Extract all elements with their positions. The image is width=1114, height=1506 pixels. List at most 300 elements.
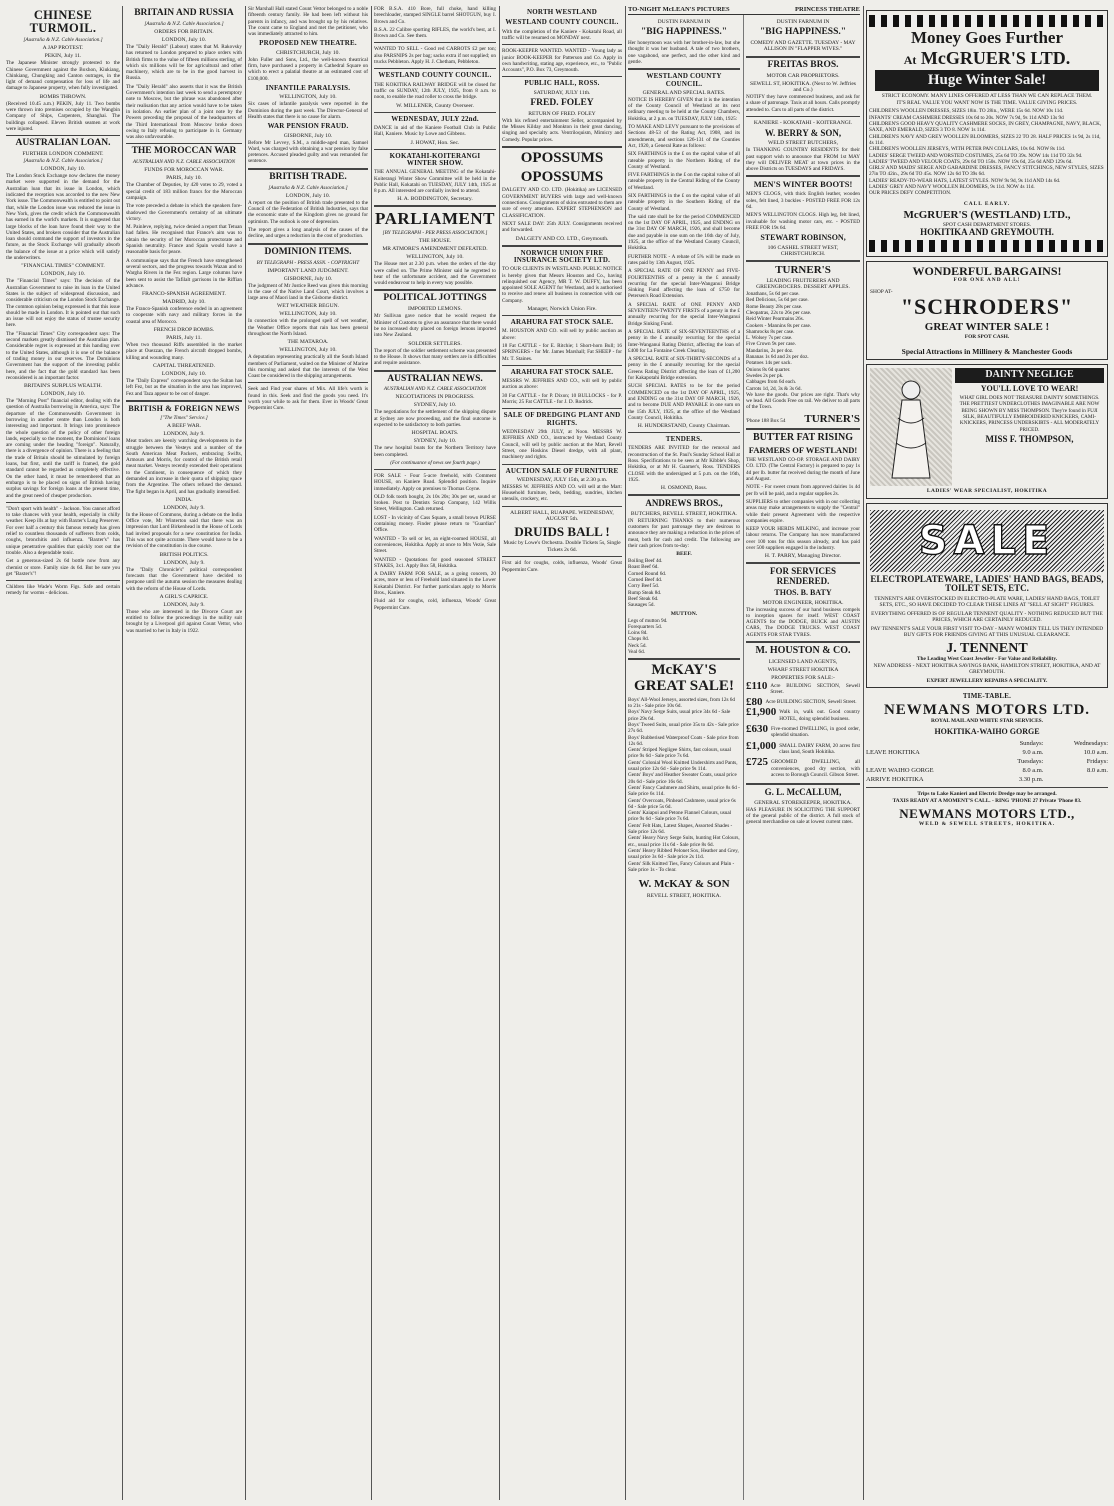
headline-infantile-paralysis: INFANTILE PARALYSIS. [265, 84, 351, 93]
notice-heading: FRED. FOLEY [530, 97, 594, 108]
classified-ad: LOST - In vicinity of Cass Square, a small brown PURSE containing money. Finder please return to "Guardian" Office. [374, 514, 496, 534]
subhead: "FINANCIAL TIMES" COMMENT. [21, 263, 105, 270]
advert-mcgruer [866, 10, 1108, 257]
article-text: The "Daily Chronicle's" political correspondent forecasts that the Government have decided to postpone until the autumn session the measures dealing with the reform of the House of Lords. [126, 566, 242, 592]
divider [126, 143, 242, 144]
dateline: CHRISTCHURCH, July 10. [276, 49, 340, 56]
divider [374, 112, 496, 113]
divider [248, 243, 368, 245]
notice-text: The said rate shall be for the period COMMENCED on the 1st DAY OF APRIL, 1925, and ENDING on the 31st DAY OF MARCH, 1926, and shall become due and payable in one sum on the 16th day of July, 1925, at the office of the Westland County Council, Hokitika. [628, 213, 740, 252]
advert-text: MEN'S WELLINGTON CLOGS. High leg, felt lined, invaluable for washing motor cars, etc. - POSTED FREE FOR 19s 6d. [746, 212, 860, 231]
advert-text: FOR ONE AND ALL! [953, 277, 1021, 284]
classified-ad: FOR SALE - Four 5-acre freehold, with Comment HOUSE, on Kaniere Road. Splendid position. Inquire immediately. Apply on premises to Thomas Coyne. [374, 472, 496, 492]
dateline: WELLINGTON, July 10. [279, 311, 337, 318]
divider [502, 44, 622, 45]
article-text: The "Morning Post" financial editor, dealing with the question of Australia borrowing in America, says: The departure of the Commonwealth Government in borrowing in another centre than London is both interesting and important. It brings into prominence the whole question of the policy of other foreign lands, especially so the moment, the Dominions' loans are coming under the heading "foreign". Naturally, there is a divergence of opinion. There is a feeling that the trade of Britain should be stimulated by foreign loans, but first, until the tariff is framed, the gold standard cannot be regarded as completely effective. On the other hand, it must be remembered that an embargo is to be placed on signs of British having surplus savings for foreign loans at the present time, and the great need of cheaper production. [6, 398, 120, 499]
advert-heading-butter: BUTTER FAT RISING [752, 431, 854, 443]
cable-credit: AUSTRALIAN AND N.Z. CABLE ASSOCIATION [132, 159, 236, 166]
divider [374, 370, 496, 372]
sale-item: Boys' Rubberised Waterproof Coats - Sale price from 12s 6d. [628, 734, 739, 747]
advert-subheading: LEADING FRUITERERS AND GREENGROCERS. DESSERT APPLES. [756, 278, 850, 291]
subhead: IMPORTANT LAND JUDGMENT. [267, 267, 349, 274]
dateline: PARIS, July 11. [166, 335, 202, 342]
notice-text: 18 Fat CATTLE - for E. Ritchie; 1 Short-horn Bull; 16 SPRINGERS - for Mr. James Marshall; Fat SHEEP - for Mr. T. Staines. [502, 342, 622, 362]
advert-subheading: KANIERE - KOKATAHI - KOITERANGI. [753, 119, 853, 126]
divider [374, 469, 496, 470]
notice-text: FIVE FARTHINGS in the £ on the capital value of all rateable property in the Central Riding of the County of Westland. [628, 172, 740, 191]
subhead: BRITISH POLITICS. [159, 551, 209, 558]
dateline: LONDON, July 9. [163, 559, 205, 566]
film-blurb: Her honeymoon was with her brother-in-law, but she thought it was her husband. A tale of two brothers, one vagabond, one perfect, and the other kind and gentle. [628, 39, 740, 65]
advert-text: SUPPLIERS to other companies with in our collecting areas may make arrangements to supply the "Central" while their present Agreement with the respective companies expire. [746, 498, 860, 524]
advert-banner: GREAT WINTER SALE ! [924, 321, 1050, 334]
film-star: DUSTIN FARNUM IN [776, 19, 830, 25]
dateline: GISBORNE, July 10. [283, 132, 333, 139]
advert-text: SPOT CASH DEPARTMENT STORES. [942, 221, 1032, 228]
sale-item: Gents' Striped Negligee Shirts, fast colours, usual price 9s 6d - Sale price 7s 6d. [628, 747, 731, 760]
divider [374, 205, 496, 207]
divider [746, 116, 860, 117]
advert-brand: "SCHRODERS" [900, 294, 1074, 320]
advert-name: STEWART ROBINSON, [760, 233, 846, 243]
notice-heading: SALE OF DREDGING PLANT AND RIGHTS. [503, 411, 621, 427]
notice-heading: ALBERT HALL, RUAPAPE. WEDNESDAY, AUGUST 5th. [510, 509, 614, 522]
divider [502, 506, 622, 507]
price-item: Potatoes 14s per sack. [746, 360, 792, 367]
column-rule [743, 15, 744, 1500]
column-1 [6, 6, 120, 1500]
phone-number: 'Phone 188 Box 54 [746, 417, 786, 424]
subhead: THE HOUSE. [418, 238, 452, 245]
film-title: "BIG HAPPINESS." [759, 27, 847, 37]
advert-subheading: FARMERS OF WESTLAND! [748, 445, 858, 456]
advert-address: REVELL STREET, HOKITIKA. [646, 892, 722, 899]
subhead: FRENCH DROP BOMBS. [153, 327, 215, 334]
subhead: A GIRL'S CAPRICE. [159, 593, 209, 600]
advert-name: TURNER'S [804, 412, 860, 425]
price-item: Loins 8d. [628, 630, 648, 637]
classified-ad: FOR B.S.A. 410 Bore, full choke, hand killing breechloader, stamped SINGLE barrel SHOTGUN, buy I. Brown and Co. [374, 6, 496, 25]
advert-brand: NEWMANS MOTORS LTD. [883, 701, 1091, 718]
notice-heading: WESTLAND COUNTY COUNCIL. [646, 72, 722, 88]
advert-tagline: The Leading West Coast Jeweller - For Value and Reliability. [916, 656, 1058, 663]
price-item: Corned Beef 4d. [628, 577, 663, 584]
divider [746, 428, 860, 430]
sale-item: CHILDREN'S WOOLLEN DRESSES, SIZES 18in. TO 28in., WERE 15s 6d. NOW 10s 11d. [869, 108, 1064, 115]
advert-text: PAY TENNENT'S SALE YOUR FIRST VISIT TO-DAY - MANY WOMEN TELL US THEY INTENDED BUY GIFTS FOR FRIENDS GIVING AT THIS UNUSUAL CLEARANCE. [870, 625, 1104, 639]
advert-text: STRICT ECONOMY. MANY LINES OFFERED AT LESS THAN WE CAN REPLACE THEM. [881, 93, 1093, 100]
advert-text: NOTE - For sweet cream from approved dairies 1s 4d per lb will be paid, and a regular supplies 2s. [746, 484, 860, 497]
advert-text: NOTIFY they have commenced business, and ask for a share of patronage. Taxis at all hours. Calls promptly attended to. Cars to all parts of the district. [746, 93, 860, 113]
property-item [746, 756, 860, 780]
subhead: FRANCO-SPANISH AGREEMENT. [142, 291, 226, 298]
advert-brand: J. TENNENT [946, 640, 1028, 656]
advert-heading-mccallum: G. L. McCALLUM, [764, 787, 842, 798]
sale-item: GIRLS' AND MAIDS' SERGE AND GABARDINE DRESSES, FANCY STITCHINGS, NEW STYLES, SIZES 27in TO 42in., 29s 6d TO 45s. NOW 12s 6d TO 39s 6d. [869, 165, 1104, 178]
divider [502, 464, 622, 465]
price-item: Shamrocks 8s per case. [746, 328, 795, 335]
subhead: MR ATMORE'S AMENDMENT DEFEATED. [382, 246, 488, 253]
timetable-cell: LEAVE HOKITIKA [866, 749, 920, 757]
article-text: Sir Marshall Hall stated Count Vettor belonged to a noble fifteenth century family. He had been left without his parents in infancy, and was brought up by his relatives. The count came to England and met the petitioner, who was immediately attracted to him. [248, 6, 368, 38]
advert-address: WELD & SEWELL STREETS, HOKITIKA. [918, 820, 1056, 827]
timetable-cell: LEAVE WAIHO GORGE [866, 767, 934, 775]
sale-item: Gents' Overcoats, Pinhead Cashmere, usual price 6s 6d - Sale price 5s 6d. [628, 797, 736, 810]
advert-text: Music by Lowe's Orchestra. Double Tickets 5s, Single Tickets 2s 6d. [503, 540, 621, 553]
advert-brand: McGRUER'S (WESTLAND) LTD., [903, 209, 1071, 222]
subhead: INDIA. [175, 496, 193, 503]
divider [374, 42, 496, 43]
headline-australian-news: AUSTRALIAN NEWS. [387, 373, 483, 384]
advert-brand: MISS F. THOMPSON, [985, 433, 1074, 444]
property-list [746, 679, 860, 781]
divider [6, 580, 120, 581]
notice-heading: KOKATAHI-KOITERANGI WINTER SHOW. [389, 151, 481, 167]
advert-signature: DALGETY AND CO. LTD., Greymouth. [515, 235, 609, 242]
advert-text: In THANKING COUNTRY RESIDENTS for their past support wish to announce that FROM 1st MAY they will DELIVER MEAT at town prices in the above Districts on TUESDAYS and FRIDAYS. [746, 147, 860, 173]
timetable-row [866, 775, 1108, 784]
advert-text: IT'S REAL VALUE YOU WANT NOW IS THE TIME. VALUE GIVING PRICES. [896, 99, 1078, 106]
property-description: SMALL DAIRY FARM, 20 acres first class land, South Hokitika. [779, 742, 860, 755]
divider [628, 494, 740, 496]
column-6 [628, 6, 860, 1500]
notice-text: THE ANNUAL GENERAL MEETING of the Kokatahi-Koiterangi Winter Show Committee will be held in the Public Hall, Kokatahi on TUESDAY, JULY 14th, 1925 at 8 p.m. All interested are cordially invited to attend. [374, 169, 496, 195]
sale-item: Gents' Kaiapoi and Petone Flannel Colours, usual price 9s 6d - Sale price 7s 6d. [628, 810, 732, 823]
column-rule [371, 6, 372, 1500]
advert-text: CALL EARLY. [963, 200, 1011, 207]
sale-item: Gents' Boys' and Heather Sweater Coats, usual price 20s 6d - Sale price 16s 6d. [628, 772, 737, 785]
article-text: A deputation representing practically all the South Island members of Parliament, waited on the Minister of Marine this morning and asked that the interests of the West Coast be considered in the shipping arrangements. [248, 354, 368, 380]
advert-tennent [866, 503, 1108, 689]
price-item: Cabbages from 6d each. [746, 379, 797, 386]
article-text: The report of the soldier settlement scheme was presented to the House. It shows that many settlers are in difficulties and require assistance. [374, 347, 496, 367]
price-item: Mandarins, 2s per doz. [746, 347, 794, 354]
beef-price-list [628, 558, 740, 608]
price-item: Rome Beauty 28s per case. [746, 303, 803, 310]
dateline: LONDON, July 10. [40, 271, 86, 278]
article-text: (Received 10.45 a.m.) PEKIN, July 11. Two bombs were thrown into premises occupied by the Wangbin Company of Ships, Carpenters, Shanghai. The buildings collapsed. Eleven British seamen at work were injured. [6, 100, 120, 132]
film-blurb: COMEDY AND GAZETTE. TUESDAY - MAY ALLISON IN "FLAPPER WIVES." [750, 39, 856, 53]
price-item: Forequarters 5d. [628, 623, 662, 630]
price-item: L. Wolsey 7s per case. [746, 335, 793, 342]
subhead: NEGOTIATIONS IN PROGRESS. [395, 394, 475, 401]
dateline: WELLINGTON, July 10. [406, 254, 464, 261]
sale-item: Boys' Navy Serge Suits, usual price 34s 6d - Sale price 29s 6d. [628, 709, 731, 722]
sale-item: INFANTS' CREAM CASHMERE DRESSES 10s 6d to 20s. NOW 7s 9d, 9s 11d AND 13s 9d [869, 114, 1064, 121]
dateline: GISBORNE, July 10. [283, 275, 333, 282]
notice-text: SIX FARTHINGS in the £ on the capital value of all rateable property in the Southern Riding of the County of Westland. [628, 193, 740, 212]
article-text: The "Financial Times" says: The decision of the Australian Government to raise its loan in the United States is the subject of widespread discussion, and considerable criticism on the London Stock Exchange. The common opinion being expressed is that this issue should be made in London. It is pointed out that such an issue will not enjoy the status of trustee security here. [6, 278, 120, 329]
subhead: WET WEATHER BEGUN. [276, 303, 340, 310]
divider [374, 68, 496, 69]
dateline: SYDNEY, July 10. [413, 402, 457, 409]
article-text: Six cases of infantile paralysis were reported in the Dominion during the past week. The Director-General of Health states that there is no cause for alarm. [248, 101, 368, 120]
property-description: GROOMED DWELLING, all conveniences, good dry section, with access to Borough Council. Gibson Street. [771, 759, 860, 778]
divider [374, 289, 496, 291]
timetable-row [866, 757, 1108, 766]
film-title: "BIG HAPPINESS." [640, 27, 728, 37]
advert-headline: ELECTROPLATEWARE, LADIES' HAND BAGS, BEADS, TOILET SETS, ETC. [870, 573, 1104, 594]
headline-opossums: OPOSSUMS [520, 149, 604, 166]
property-item [746, 679, 860, 698]
subhead: HOSPITAL BOATS. [411, 430, 459, 437]
article-text: In connection with the prolonged spell of wet weather, the Weather Office reports that rain has been general throughout the North Island. [248, 318, 368, 337]
notice-text: THE KOKITIKA RAILWAY BRIDGE will be closed for traffic on SUNDAY, 12th JULY, 1925, from 8 a.m. to noon, to enable the road roller to cross the bridge. [374, 81, 496, 101]
divider [866, 787, 1108, 788]
notice-text: SIX FARTHINGS in the £ on the capital value of all rateable property in the Northern Riding of the County of Westland. [628, 151, 740, 170]
advert-heading-freitas: FREITAS BROS. [767, 59, 839, 70]
advert-heading-turner: TURNER'S [775, 263, 831, 276]
cable-credit: [Australia & N.Z. Cable Association.] [144, 20, 224, 27]
advert-heading-services: FOR SERVICES RENDERED. [770, 566, 836, 586]
subhead: SOLDIER SETTLERS. [408, 340, 462, 347]
timetable-cell: 10.0 a.m. [1083, 749, 1108, 757]
cinema-right-title: PRINCESS THEATRE [795, 6, 860, 13]
property-price: £725 [746, 756, 768, 769]
article-text: The judgment of Mr Justice Reed was given this morning in the case of the Native Land Court, which involves a large area of Maori land in the Gisborne district. [248, 282, 368, 302]
property-price: £110 [746, 679, 768, 692]
column-rule [122, 6, 123, 1500]
property-item [746, 739, 860, 758]
divider [502, 76, 622, 77]
property-price: £1,000 [746, 739, 777, 752]
advert-footer: LADIES' WEAR SPECIALIST, HOKITIKA [926, 488, 1048, 495]
price-item: Corned Round 6d. [628, 570, 667, 577]
advert-heading-mckay: McKAY'S GREAT SALE! [634, 662, 734, 695]
advert-text: Trips to Lake Kanieri and Electric Dredge may be arranged. [917, 791, 1057, 798]
turner-footer [746, 413, 860, 425]
price-item: Carrots 1d, 2d, 3s & 3s 6d. [746, 385, 802, 392]
notice-text: With his refined entertainment Seller, accompanied by the Misses Kilday and Monkton in their great dancing, singing and specialty acts. Ventriloquism, Mimicry and Comedy. Popular prices. [502, 117, 622, 143]
timetable-day: Wednesdays: [1073, 740, 1108, 748]
property-description: Acre BUILDING SECTION, Sewell Street. [765, 699, 857, 706]
timetable-cell: 8.0 a.m. [1087, 767, 1108, 775]
column-6-left [628, 17, 740, 1500]
advert-headline: DAINTY NEGLIGE [955, 368, 1104, 383]
headline-political-jottings: POLITICAL JOTTINGS [383, 293, 487, 304]
price-item: Rump Steak 8d. [628, 589, 662, 596]
classified-ad: B.S.A. 22 Calibre sporting RIFLES, the world's best, at I. Brown and Co. See them. [374, 26, 496, 40]
notice-heading: WESTLAND COUNTY COUNCIL. [505, 18, 619, 27]
sale-item: Gents' Colonial Wool Knitted Undershirts and Pants, usual price 12s 6d - Sale price 9s 11d. [628, 759, 738, 773]
price-item: Neck 5d. [628, 642, 647, 649]
headline-australian-loan: AUSTRALIAN LOAN. [15, 138, 111, 149]
price-item: Beef Steak 6d. [628, 595, 659, 602]
notice-signature: H. OSMOND, Ross. [660, 485, 708, 492]
notice-text: FURTHER NOTE - A rebate of 5% will be made on rates paid by 13th August, 1925. [628, 253, 740, 266]
headline-druids-ball: DRUIDS BALL ! [514, 523, 610, 539]
property-item [746, 706, 860, 724]
advert-text: Fluid aid for coughs, cold, influenza, Woods' Great Peppermint Cure. [374, 598, 496, 611]
advert-address: WHARF STREET HOKITIKA [767, 666, 839, 673]
article-text: A communique says that the French have strengthened several sectors, and the progress towards Wazan and to Wargha Rivers in the Fez region. Large columns have been sent to assist the Tafilalt garrisons in the Riffian advance. [126, 257, 242, 289]
property-list-label: PROPERTIES FOR SALE:- [771, 674, 835, 681]
price-item: Onions 8s 6d quarter. [746, 366, 791, 373]
divider [502, 556, 622, 557]
sale-item: LADIES' GREY AND NAVY WOOLLEN BLOOMERS, 9s 11d. NOW 4s 11d. [869, 184, 1035, 191]
dateline: LONDON, July 10. [161, 36, 207, 43]
timetable-route: HOKITIKA-WAIHO GORGE [934, 726, 1040, 736]
dateline: MADRID, July 10. [162, 299, 206, 306]
cable-credit: AUSTRALIAN AND N.Z. CABLE ASSOCIATION [383, 386, 487, 393]
property-price: £1,900 [746, 706, 777, 719]
divider [248, 168, 368, 170]
timetable-cell [1043, 775, 1108, 784]
subhead: BOMBS THROWN. [39, 93, 87, 100]
advert-text: MEN'S CLOGS, with thick English leather, wooden soles, felt lined, 3 buckles - POSTED FREE FOR 12s 6d. [746, 191, 860, 210]
notice-text: MESSRS W. JEFFRIES AND CO. will sell at the Mart: Household furniture, beds, bedding, sundries, kitchen utensils, crockery, etc. [502, 483, 622, 503]
dateline: LONDON, July 10. [161, 370, 207, 377]
article-text: The Franco-Spanish conference ended in an agreement to cooperate with navy and military forces in the coastal area of Morocco. [126, 306, 242, 325]
notice-signature: W. MILLENER, County Overseer. [396, 102, 474, 109]
notice-heading: WESTLAND COUNTY COUNCIL. [378, 71, 492, 80]
column-7 [866, 6, 1108, 1500]
article-text: John Fuller and Sons, Ltd., the well-known theatrical firm, have purchased a property in Cathedral Square on which to erect a palatial theatre at an estimated cost of £100,000. [248, 56, 368, 82]
subhead: A BEEF WAR. [167, 423, 201, 430]
headline-parliament: PARLIAMENT [375, 209, 495, 229]
timetable-row [866, 766, 1108, 775]
advert-subheading: MOTOR CAR PROPRIETORS. [766, 72, 840, 79]
property-item [746, 723, 860, 741]
sale-item: Gents' Heavy Navy Serge Suits, hunting Hot Colours, etc., usual price 11s 6d - Sale price 8s 6d. [628, 835, 740, 848]
advert-headline: Money Goes Further [910, 28, 1064, 47]
advert-thompson [866, 364, 1108, 499]
divider [248, 382, 368, 383]
cinema-left-title: TO-NIGHT McLEAN'S PICTURES [628, 6, 730, 13]
price-item: Red Delicious, 5s 6d per case. [746, 297, 809, 304]
advert-heading-houston: M. HOUSTON & CO. [755, 645, 851, 657]
sale-item: Gents' Silk Knitted Ties, Fancy Colours and Plain - Sale price 1s - To clear. [628, 860, 735, 873]
article-text: The "Daily Herald" also asserts that it was the British Government's intention last week to send a peremptory note to Moscow, but the phrase was abandoned after their realisation that any action would have to be taken in isolation. An earlier plan of a joint note by the Powers preceding the proposal of the headquarters of the Third International from Moscow broke down owing to Italy refusing to participate in it. Germany was also unfavourable. [126, 83, 242, 141]
sale-item: CHILDREN'S GOOD HEAVY QUALITY CASHMERE SOCKS, IN GREY, CHAMPAGNE, NAVY, BLACK, SAXE, AND EMERALD, SIZES 3 TO 8. NOW 1s 11d. [869, 121, 1102, 134]
sale-item: CHILDREN'S WOOLLEN JERSEYS, WITH PETER PAN COLLARS, 10s 6d. NOW 8s 11d. [869, 146, 1066, 153]
timetable-cell: 8.0 a.m. [1022, 767, 1044, 775]
subhead: A JAP PROTEST. [42, 45, 84, 52]
price-item: Chops 8d. [628, 636, 650, 643]
column-5 [502, 6, 622, 1500]
sale-item: Gents' Fancy Cashmere and Shirts, usual price 8s 6d - Sale price 6s 11d. [628, 784, 740, 798]
advert-newmans [866, 693, 1108, 827]
cable-credit: [Australia & N.Z. Cable Association.] [23, 158, 103, 165]
classified-ad: A DAIRY FARM FOR SALE, as a going concern, 20 acres, more or less of Freehold land situated in the Lower Kokatahi District. For further particulars apply to Morris Bros., Kaniere. [374, 571, 496, 596]
price-list-label: MUTTON. [670, 610, 698, 617]
price-item: Swedes 2s per pk. [746, 372, 784, 379]
dateline: LONDON, July 10. [285, 192, 331, 199]
notice-heading: ARAHURA FAT STOCK SALE. [510, 367, 614, 376]
sale-item: LADIES' SERGE TWEED AND WORSTED COSTUMES, 25s 6d TO 39s. NOW 14s 11d TO 32s 9d. [869, 152, 1083, 159]
turner-price-list [746, 291, 860, 392]
border-pattern [869, 240, 1105, 252]
advert-brand-line [869, 49, 1105, 68]
cable-credit: [Australia & N.Z. Cable Association.] [268, 184, 348, 191]
column-6-right [746, 17, 860, 1500]
advert-subheading: ROYAL MAIL AND WHITE STAR SERVICES. [930, 718, 1044, 725]
advert-text: THE WESTLAND CO-OP. STORAGE AND DAIRY CO. LTD. (The Central Factory) is prepared to pay 1s 4d per lb. butter fat received during the month of June and August. [746, 457, 860, 483]
advert-subheading: MOTOR ENGINEER, HOKITIKA. [762, 599, 844, 606]
article-text: The Chamber of Deputies, by 420 votes to 29, voted a special credit of 183 million francs for the Moroccan campaign. [126, 182, 242, 201]
advert-text: IN RETURNING THANKS to their numerous customers for past patronage they are desirous to announce they are making a reduction in the prices of meat, both for cash and credit. The following are their cash prices from to-day: [628, 517, 740, 549]
advert-subheading: GENERAL STOREKEEPER, HOKITIKA. [754, 799, 852, 806]
advert-text: We have the goods. Our prices are right. That's why we lead. All Goods Free on rail. We deliver to all parts of the Town. [746, 391, 860, 411]
notice-text: MESSRS W. JEFFRIES AND CO., will sell by public auction as above: [502, 378, 622, 391]
cable-credit: [Australia & N.Z. Cable Association.] [23, 37, 103, 44]
notice-heading: NORTH WESTLAND [527, 8, 597, 16]
timetable-cell [866, 757, 994, 766]
dateline: LONDON, July 10. [40, 391, 86, 398]
advert-address: NEW ADDRESS - NEXT HOKITIKA SAVINGS BANK, HAMILTON STREET, HOKITIKA, AND AT GREYMOUTH. [873, 662, 1101, 676]
notice-text: NOTICE IS HEREBY GIVEN that it is the intention of the County Council of Westland at its next ordinary meeting to be held at the County Chambers, Hokitika, at 2 p.m. on TUESDAY, JULY 14th, 1925: [628, 96, 740, 122]
advert-towns: HOKITIKA AND GREYMOUTH. [920, 227, 1054, 238]
article-text: The negotiations for the settlement of the shipping dispute at Sydney are now proceeding, and the final outcome is expected to be satisfactory to both parties. [374, 409, 496, 429]
dateline: SYDNEY, July 10. [413, 438, 457, 445]
price-item: Bananas 1s 6d and 2s per doz. [746, 354, 809, 361]
dateline: WELLINGTON, July 10. [279, 94, 337, 101]
advert-text: Children like Wade's Worm Figs. Safe and certain remedy for worms - delicious. [6, 584, 120, 597]
dateline: LONDON, July 10. [40, 166, 86, 173]
dateline: LONDON, July 9. [163, 431, 205, 438]
lady-illustration [870, 368, 952, 486]
dateline: PARIS, July 10. [166, 175, 202, 182]
property-description: Five-roomed DWELLING, in good order, splendid situation. [771, 726, 860, 739]
sale-item: LADIES' READY-TO-WEAR HATS, LATEST STYLES. NOW 9s 9d, 9s 11d AND 14s 6d. [869, 177, 1061, 184]
divider [374, 149, 496, 150]
advert-text: NEXT SALE DAY: 25th JULY. Consignments received and forwarded. [502, 220, 622, 234]
notice-signature: H. A. BODDINGTON, Secretary. [397, 196, 473, 203]
headline-british-foreign-news: BRITISH & FOREIGN NEWS [128, 403, 240, 413]
divider [502, 146, 622, 148]
timetable-cell: Tuesdays: [1017, 758, 1044, 766]
advert-text: First aid for coughs, colds, influenza, Woods' Great Peppermint Cure. [502, 560, 622, 573]
notice-signature: J. HOWAT, Hon. Sec. [410, 139, 460, 146]
headline-british-trade: BRITISH TRADE. [269, 171, 347, 182]
timetable-cell: 3.30 p.m. [1018, 776, 1044, 784]
article-text: The "Daily Express" correspondent says the Sultan has left Fez, but as the situation in the area has improved, Fez and Taza appear to be out of danger. [126, 377, 242, 397]
price-item: Legs of mutton 9d. [628, 617, 668, 624]
advert-brand: NEWMANS MOTORS LTD., [899, 806, 1075, 822]
divider [502, 245, 622, 247]
press-credit: BY TELEGRAPH - PRESS ASSN. - COPYRIGHT [256, 259, 360, 266]
property-price: £630 [746, 723, 768, 736]
column-rule [499, 6, 500, 1500]
advert-text: SHOP AT- [870, 288, 893, 295]
notice-heading: TENDERS. [665, 435, 703, 444]
dateline: LONDON, July 9. [163, 504, 205, 511]
dateline: WEDNESDAY, JULY 15th, at 2.30 p.m. [516, 476, 608, 483]
advert-at: At [903, 52, 917, 67]
divider [502, 408, 622, 409]
advert-text: EVERYTHING OFFERED IS OF REGULAR TENNENT QUALITY - NOTHING REDUCED BUT THE PRICES, WHICH ARE CERTAINLY REDUCED. [871, 610, 1103, 624]
sale-word: SALE [918, 517, 1056, 564]
divider [502, 315, 622, 316]
subhead: ORDERS FOR BRITAIN. [154, 28, 214, 35]
sale-item: CHILDREN'S NAVY AND GREY WOOLLEN BLOOMERS, SIZES 22 TO 28. HALF PRICES 1s 9d, 2s 11d, 4s 11d. [869, 133, 1101, 146]
advert-text: Seek and Find your shares of Mix. All life's worth is found in this. Seek and find the goods you need. It's worth your while to ask for them. Ever in Woods' Great Peppermint Cure. [248, 386, 368, 412]
notice-text: TENDERS ARE INVITED for the removal and reconstruction of the St. Paul's Sunday School Hall at Ross. Specifications to be seen at Mr Kibble's Shop, Hokitika, or at Mr H. Gaarner's, Ross. TENDERS CLOSE with the undersigned at 5 p.m. on the 16th, 1925. [628, 445, 740, 483]
price-item: Boiling Beef 4d. [628, 558, 663, 565]
headline-war-pension: WAR PENSION FRAUD. [267, 122, 349, 131]
notice-text: With the completion of the Kaniere - Kokatahi Road, all traffic will be resumed on MONDAY next. [502, 28, 622, 41]
advert-text: HAS PLEASURE IN SOLICITING THE SUPPORT of the general public of the district. A full stock of general merchandise on sale at lowest current rates. [746, 806, 860, 826]
article-text: The vote preceded a debate in which the speakers fore-shadowed the Government's certainty of an ultimate victory. [126, 203, 242, 222]
timetable-cell: 9.0 a.m. [1022, 749, 1044, 757]
advert-headline: WONDERFUL BARGAINS! [912, 263, 1062, 278]
sale-banner [870, 510, 1104, 572]
divider [6, 135, 120, 136]
article-text: The "Daily Herald" (Labour) states that M. Rakovsky has returned to London prepared to place orders with British firms to the value of fifteen millions sterling, of which six millions will be for agricultural and other machinery, which are to be in the good harvest in Russia. [126, 43, 242, 82]
advert-schroders [866, 261, 1108, 361]
service-credit: ["The Times" Service.] [160, 415, 208, 422]
advert-heading-berry: W. BERRY & SON, [764, 127, 842, 138]
